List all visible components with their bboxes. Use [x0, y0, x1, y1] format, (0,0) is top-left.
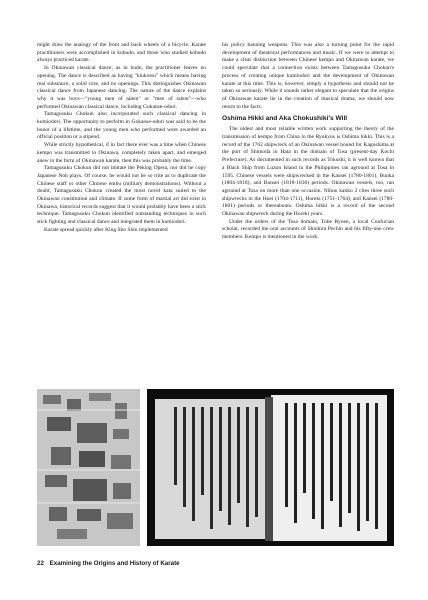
body-paragraph: Tamagusuku Chokun did not imitate the Peking Opera, nor did he copy Japanese Noh plays. Of course, he would not be so trite as to duplicate the Chinese staff or other Chinese embu (military demonstrations). Without a doubt, Tamagusuku Chokun created the most novel kata suited to the Okinawan constitution and climate. If some form of martial art did exist in Okinawa, historical records suggest that it would probably have been a stick technique. Tamagusuku Chokun identified outstanding techniques in such stick fighting and classical dance and integrated them in kumiodori.: [37, 165, 206, 226]
page-footer: [37, 560, 180, 567]
body-paragraph: While strictly hypothetical, if in fact there ever was a time when Chinese kempo was transmitted to Okinawa, completely taken apart, and emerged anew in the form of Okinawan karate, then this was probably the time.: [37, 142, 206, 164]
manuscript-image: [147, 389, 394, 546]
body-paragraph: his policy banning weapons. This was also a turning point for the rapid development of theatrical performances and music. If we were to attempt to make a clear distinction between Chinese kempo and Okinawan karate, we could speculate that a connection exists between Tamagusuku Chokun's process of creating unique kumiodori and the development of Okinawan karate at this time. This is, however, simply a hypothesis and should not be taken so seriously. While it sounds rather elegant to speculate that the origins of Okinawan karate lie in the creation of musical drama, we should now return to the facts.: [222, 42, 394, 110]
section-heading: Oshima Hikki and Aka Chokushiki's Will: [222, 115, 348, 123]
left-column: [37, 42, 206, 235]
page-number: 22: [37, 560, 44, 567]
right-column: [222, 42, 394, 242]
body-paragraph: Tamagusuku Chokun also incorporated such classical dancing in kumiodori. The opportunity to perform in Gokanse-odori was said to be the honor of a lifetime, and the young men who performed were awarded an official position or a stipend.: [37, 111, 206, 141]
body-paragraph: The oldest and most reliable written work supporting the theory of the transmission of kempo from China to the Ryukyus is Oshima hikki. This is a record of the 1762 shipwreck of an Okinawan vessel bound for Kagoshima at the port of Shimoda in Hata in the domain of Tosa (present-day Kochi Prefecture). As documented in such records as Tokushi, it is well known that a Black Ship from Luzon Island in the Philippines ran aground at Tosa in 1595. Chinese vessels were shipwrecked in the Kansei (1780-1801), Bunka (1804-1818), and Bunsei (1818-1830) periods. Okinawan vessels, too, ran aground at Tosa on more than one occasion. Nihon kanko 2 cites three such shipwrecks in the Hoei (1704-1711), Horeki (1751-1764), and Kansei (1780-1801) periods or thereabouts. Oshima hikki is a record of the second Okinawan shipwreck during the Horeki years.: [222, 126, 394, 218]
body-paragraph: Under the orders of the Tosa domain, Tobe Ryoen, a local Confucian scholar, recorded the oral accounts of Shiohira Pechin and his fifty-one crew members. Kempo is mentioned in the work.: [222, 218, 394, 241]
body-paragraph: might draw the analogy of the front and back wheels of a bicycle. Karate practitioners were accomplished in kobudo, and those who studied kobudo always practiced karate.: [37, 42, 206, 64]
calligraphy-scroll-image: [37, 389, 140, 546]
body-paragraph: Karate spread quickly after King Sho Shin implemented: [44, 226, 168, 233]
body-paragraph: In Okinawan classical dance, as in budo, the practitioner leaves no opening. The dance is described as having "kinkotsu" which means having real substance, a solid core, and no openings. This distinguishes Okinawan classical dance from Japanese dancing. The nature of the dance explains why it was boys—"young men of talent" or "men of talent"—who performed Okinawan classical dance, including Gokanse-odori.: [37, 65, 206, 110]
running-title: Examining the Origins and History of Karate: [49, 560, 180, 567]
